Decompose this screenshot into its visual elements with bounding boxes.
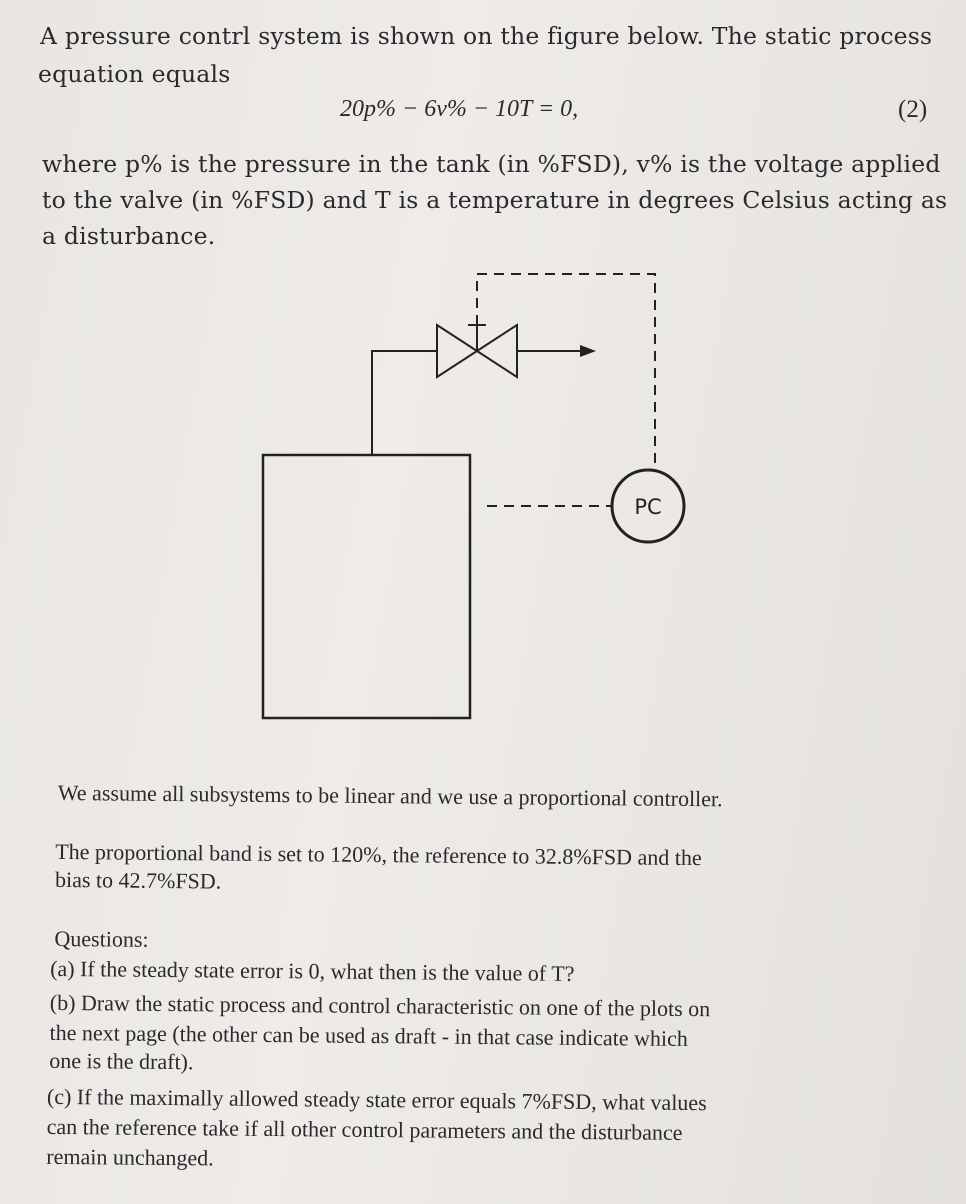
question-b-line-2: the next page (the other can be used as draft - in that case indicate which [49,1019,688,1052]
intro-line-5: a disturbance. [42,222,216,250]
process-equation: 20p% − 6v% − 10T = 0, [340,96,579,122]
question-b-line-1: (b) Draw the static process and control characteristic on one of the plots on [49,989,711,1022]
parameters-line-2: bias to 42.7%FSD. [54,866,222,894]
question-a: (a) If the steady state error is 0, what then is the value of T? [50,955,575,986]
question-c-line-2: can the reference take if all other control parameters and the disturbance [46,1113,683,1145]
controller-label: PC [634,495,662,519]
equation-number: (2) [898,96,928,123]
questions-heading: Questions: [54,925,149,952]
intro-line-4: to the valve (in %FSD) and T is a temperature in degrees Celsius acting as [42,186,948,214]
question-c-line-3: remain unchanged. [46,1143,214,1171]
intro-line-3: where p% is the pressure in the tank (in %FSD), v% is the voltage applied [42,150,941,178]
question-b-line-3: one is the draft). [49,1047,194,1075]
intro-line-2: equation equals [38,60,231,88]
parameters-line-1: The proportional band is set to 120%, the reference to 32.8%FSD and the [55,838,702,871]
question-c-line-1: (c) If the maximally allowed steady state error equals 7%FSD, what values [46,1083,707,1116]
assumption-text: We assume all subsystems to be linear and we use a proportional controller. [57,779,723,812]
intro-line-1: A pressure contrl system is shown on the figure below. The static process [40,22,933,50]
